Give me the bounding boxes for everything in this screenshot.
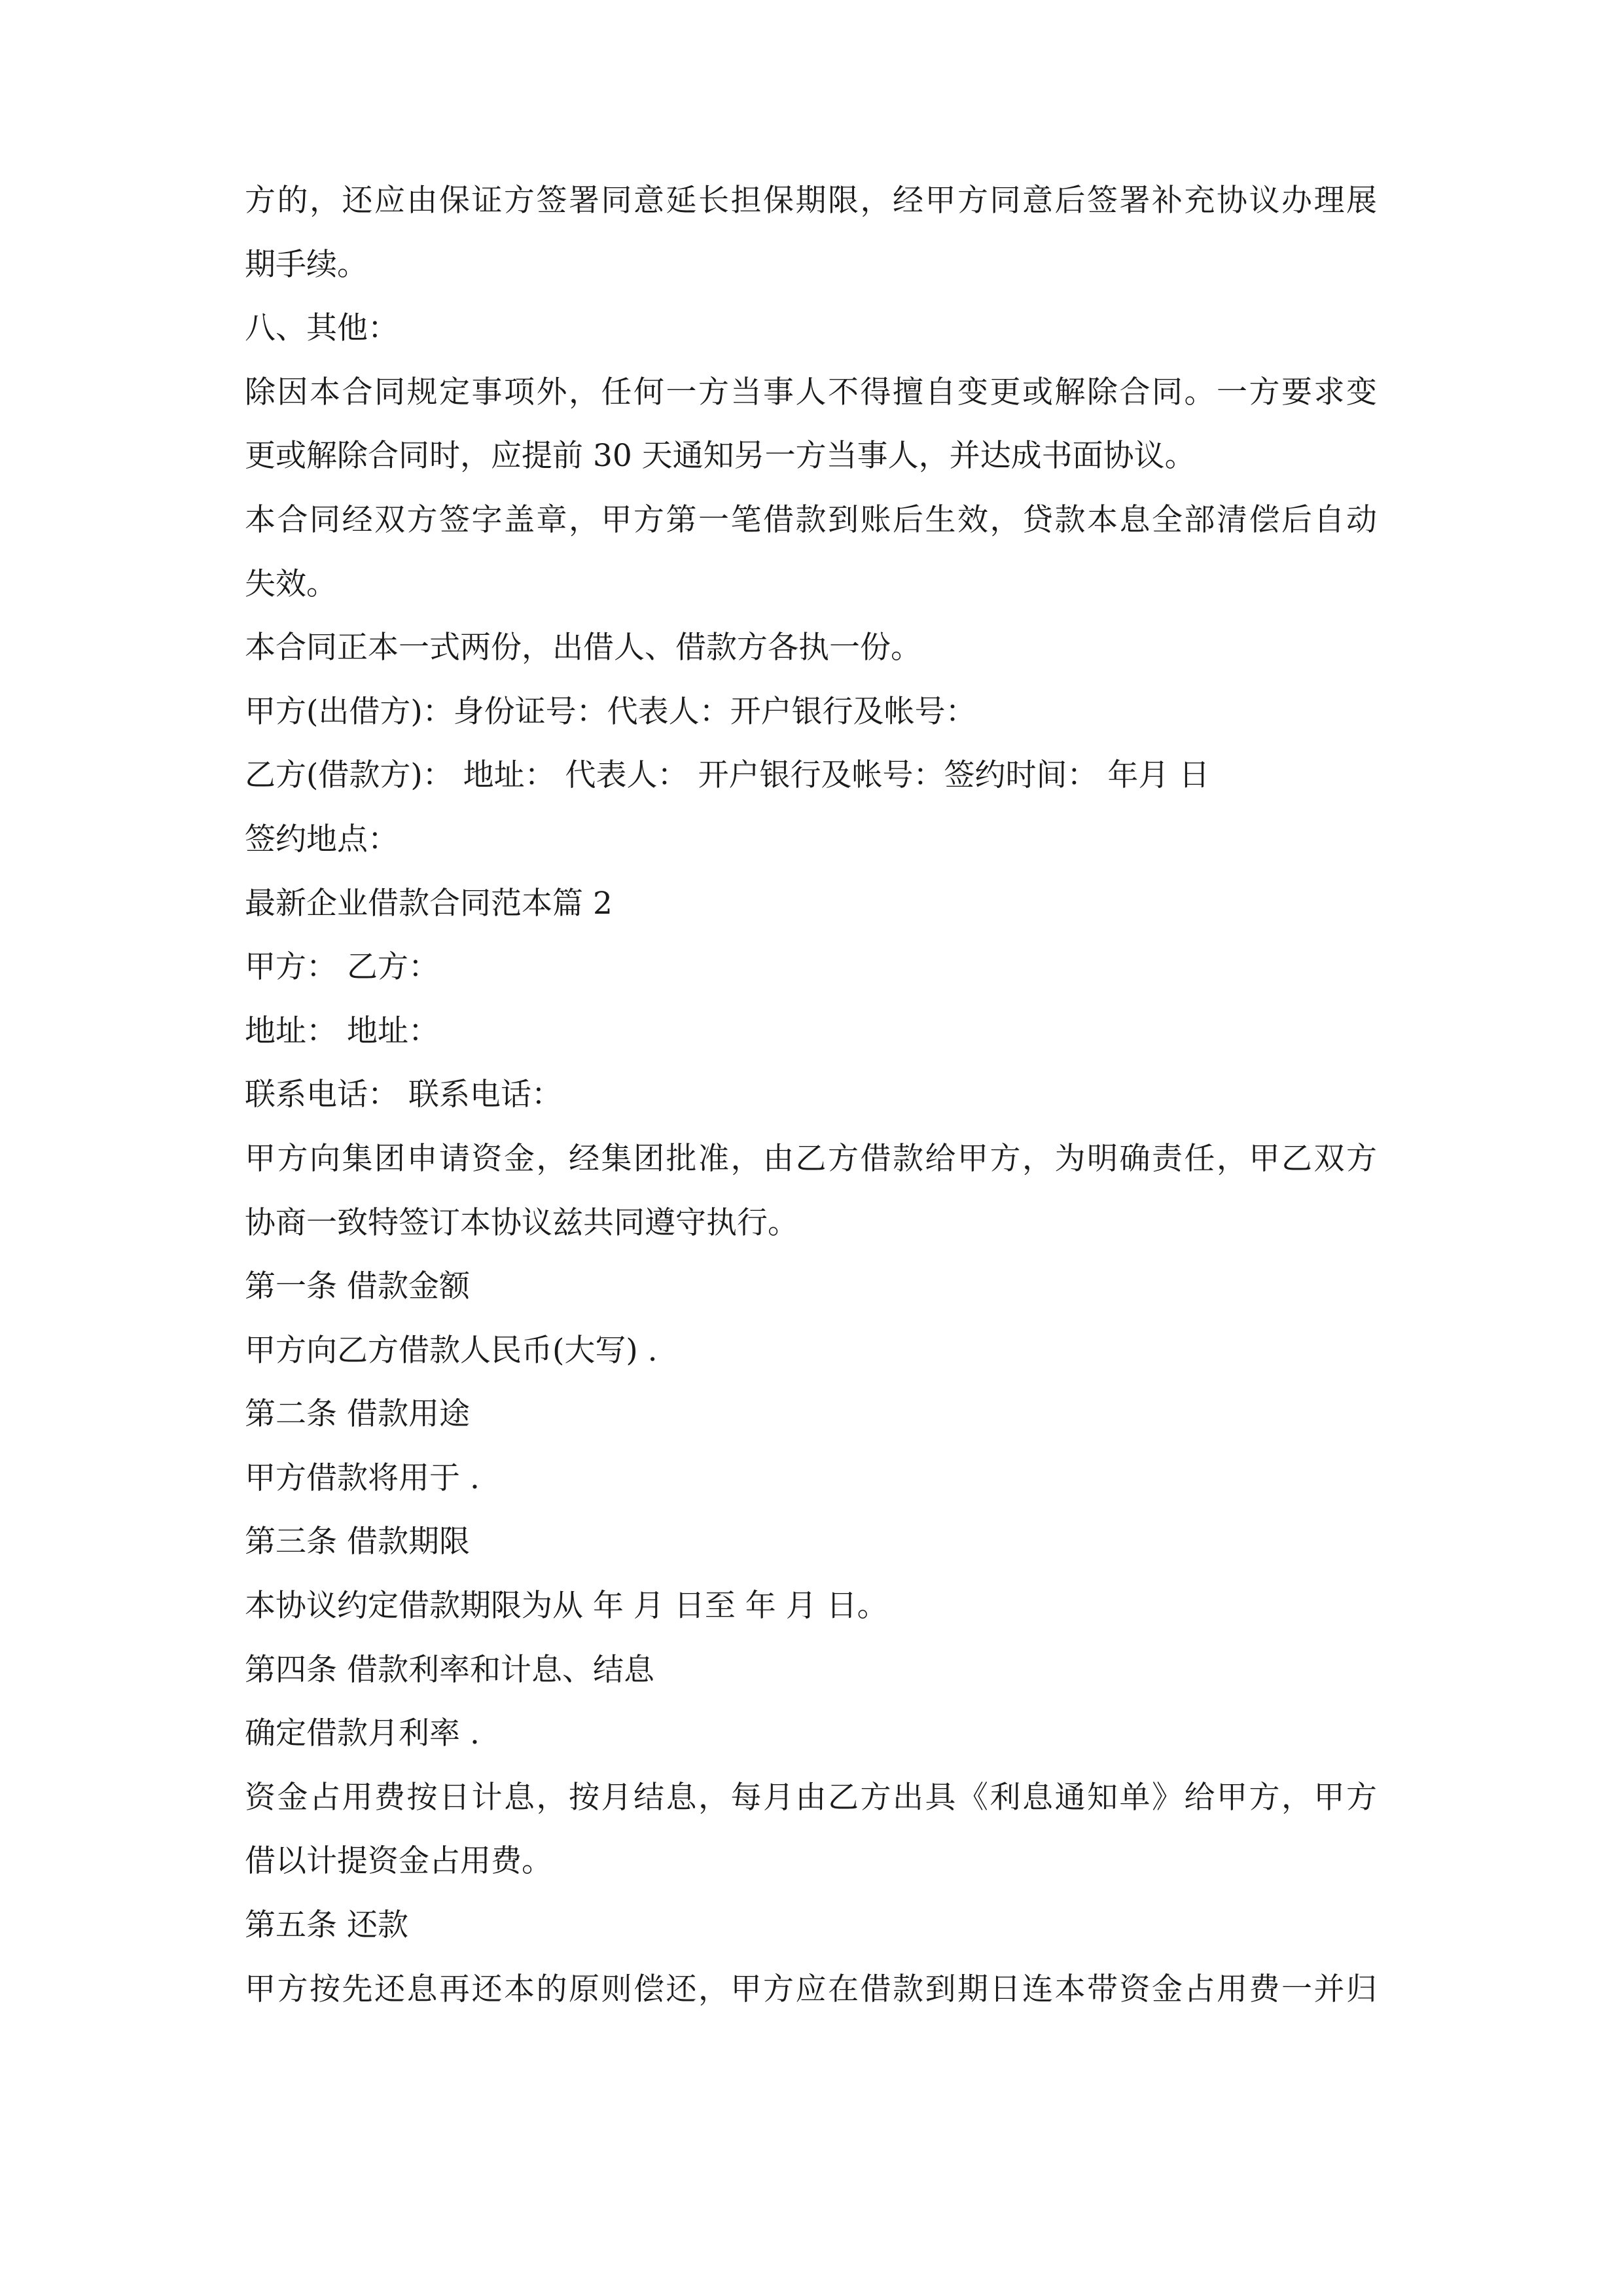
text-line: 甲方按先还息再还本的原则偿还，甲方应在借款到期日连本带资金占用费一并归	[245, 1971, 1377, 2007]
text-line: 确定借款月利率 .	[245, 1715, 480, 1752]
text-line: 除因本合同规定事项外，任何一方当事人不得擅自变更或解除合同。一方要求变	[245, 374, 1377, 410]
text-line: 更或解除合同时，应提前 30 天通知另一方当事人，并达成书面协议。	[245, 438, 1196, 475]
parties-line: 甲方： 乙方：	[245, 949, 439, 986]
article-heading: 第四条 借款利率和计息、结息	[245, 1651, 654, 1688]
article-heading: 第五条 还款	[245, 1907, 408, 1944]
text-line: 方的，还应由保证方签署同意延长担保期限，经甲方同意后签署补充协议办理展	[245, 183, 1377, 219]
signing-place-line: 签约地点：	[245, 821, 399, 857]
text-line: 协商一致特签订本协议兹共同遵守执行。	[245, 1204, 798, 1241]
text-line: 资金占用费按日计息，按月结息，每月由乙方出具《利息通知单》给甲方，甲方	[245, 1779, 1377, 1816]
text-line: 失效。	[245, 565, 337, 602]
text-line: 甲方向乙方借款人民币(大写) .	[245, 1332, 658, 1369]
text-line: 本协议约定借款期限为从 年 月 日至 年 月 日。	[245, 1588, 888, 1624]
article-heading: 第三条 借款期限	[245, 1524, 470, 1560]
phone-line: 联系电话： 联系电话：	[245, 1077, 562, 1113]
party-a-signature-line: 甲方(出借方)：身份证号：代表人：开户银行及帐号：	[245, 693, 976, 730]
party-b-signature-line: 乙方(借款方)： 地址： 代表人： 开户银行及帐号：签约时间： 年月 日	[245, 757, 1210, 794]
text-line: 甲方借款将用于 .	[245, 1460, 480, 1496]
text-line: 甲方向集团申请资金，经集团批准，由乙方借款给甲方，为明确责任，甲乙双方	[245, 1140, 1377, 1177]
text-line: 期手续。	[245, 246, 368, 283]
text-line: 本合同经双方签字盖章，甲方第一笔借款到账后生效，贷款本息全部清偿后自动	[245, 501, 1377, 538]
document-title: 最新企业借款合同范本篇 2	[245, 885, 613, 922]
article-heading: 第一条 借款金额	[245, 1268, 470, 1305]
text-line: 借以计提资金占用费。	[245, 1843, 552, 1880]
address-line: 地址： 地址：	[245, 1013, 439, 1049]
section-heading: 八、其他：	[245, 310, 399, 347]
article-heading: 第二条 借款用途	[245, 1396, 470, 1433]
document-page	[245, 169, 1377, 2021]
text-line: 本合同正本一式两份，出借人、借款方各执一份。	[245, 630, 921, 666]
